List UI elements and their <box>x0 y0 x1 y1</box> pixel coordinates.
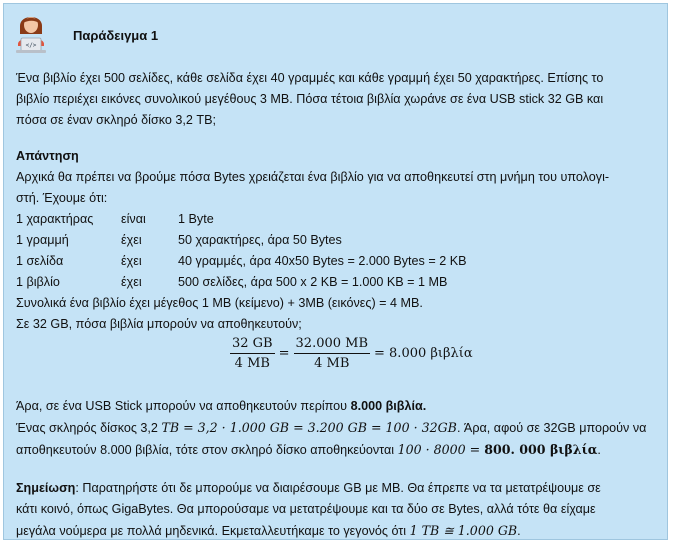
row-subject: 1 χαρακτήρας <box>16 212 94 226</box>
numerator: 32 GB <box>230 336 275 354</box>
row-value: 50 χαρακτήρες, άρα 50 Bytes <box>178 233 342 247</box>
disk-books-result: 800. 000 βιβλία <box>484 442 598 457</box>
example-header <box>14 10 158 54</box>
product-math: 100 · 8000 = <box>397 442 485 457</box>
row-subject: 1 βιβλίο <box>16 275 60 289</box>
equals-sign: = <box>278 346 290 361</box>
note-text: : Παρατηρήστε ότι δε μπορούμε να διαιρέσουμε GB με MB. Θα έπρεπε να τα μετατρέψουμε σε <box>75 481 601 495</box>
total-size-line: Συνολικά ένα βιβλίο έχει μέγεθος 1 MB (κείμενο) + 3MB (εικόνες) = 4 MB. <box>16 296 423 310</box>
note-section <box>16 478 659 542</box>
tb-gb-math: 1 TB ≅ 1.000 GB <box>409 523 518 538</box>
row-value: 500 σελίδες, άρα 500 x 2 KB = 1.000 KB = 1 MB <box>178 275 448 289</box>
problem-line: βιβλίο περιέχει εικόνες συνολικού μεγέθους 3 MB. Πόσα τέτοια βιβλία χωράνε σε ένα USB stick 32 GB και <box>16 92 604 106</box>
conclusion-text: Ένας σκληρός δίσκος 3,2 <box>16 421 162 435</box>
conclusion-text: αποθηκευτούν 8.000 βιβλία, τότε στον σκληρό δίσκο αποθηκεύονται <box>16 443 398 457</box>
problem-statement <box>16 68 659 131</box>
numerator: 32.000 MB <box>294 336 370 354</box>
conclusion-text: . <box>597 443 601 457</box>
question-line: Σε 32 GB, πόσα βιβλία μπορούν να αποθηκευτούν; <box>16 317 302 331</box>
row-verb: είναι <box>121 212 146 226</box>
example-card <box>3 3 668 540</box>
usb-books-result: 8.000 βιβλία. <box>350 399 427 413</box>
conversion-row <box>16 230 659 251</box>
developer-avatar-icon <box>14 10 48 54</box>
conversion-row <box>16 209 659 230</box>
answer-intro-line: Αρχικά θα πρέπει να βρούμε πόσα Bytes χρειάζεται ένα βιβλίο για να αποθηκευτεί στη μνήμη του υπολογι- <box>16 170 610 184</box>
svg-text:</>: </> <box>25 42 37 49</box>
conversion-math: TB = 3,2 · 1.000 GB = 3.200 GB = 100 · 32GB <box>161 420 457 435</box>
formula-result: = 8.000 βιβλία <box>374 346 473 361</box>
note-line: κάτι κοινό, όπως GigaBytes. Θα μπορούσαμε να μετατρέψουμε και τα δύο σε Bytes, αλλά τότε θα είχαμε <box>16 502 596 516</box>
row-verb: έχει <box>121 275 142 289</box>
example-title: Παράδειγμα 1 <box>73 27 159 43</box>
conclusion-line <box>16 439 659 461</box>
row-subject: 1 σελίδα <box>16 254 64 268</box>
note-label: Σημείωση <box>16 481 76 495</box>
denominator: 4 MB <box>314 356 350 371</box>
note-text: . <box>517 524 521 538</box>
note-line <box>16 520 659 542</box>
conclusion-line <box>16 396 659 417</box>
note-line <box>16 478 659 499</box>
conclusion-section <box>16 396 659 461</box>
conclusion-text: . Άρα, αφού σε 32GB μπορούν να <box>456 421 647 435</box>
fraction-2 <box>294 336 370 371</box>
note-text: μεγάλα νούμερα με πολλά μηδενικά. Εκμεταλλευτήκαμε το γεγονός ότι <box>16 524 410 538</box>
fraction-1 <box>230 336 275 371</box>
conversion-row <box>16 272 659 293</box>
answer-heading: Απάντηση <box>16 149 79 163</box>
row-value: 1 Byte <box>178 212 214 226</box>
row-subject: 1 γραμμή <box>16 233 69 247</box>
denominator: 4 MB <box>234 356 270 371</box>
problem-line: πόσα σε έναν σκληρό δίσκο 3,2 TB; <box>16 113 216 127</box>
row-verb: έχει <box>121 254 142 268</box>
conclusion-text: Άρα, σε ένα USB Stick μπορούν να αποθηκευτούν περίπου <box>16 399 351 413</box>
division-formula <box>230 336 477 371</box>
row-value: 40 γραμμές, άρα 40x50 Bytes = 2.000 Bytes = 2 KB <box>178 254 467 268</box>
answer-section <box>16 146 659 335</box>
conversion-row <box>16 251 659 272</box>
conclusion-line <box>16 417 659 439</box>
row-verb: έχει <box>121 233 142 247</box>
problem-line: Ένα βιβλίο έχει 500 σελίδες, κάθε σελίδα έχει 40 γραμμές και κάθε γραμμή έχει 50 χαρακτήρες. Επίσης το <box>16 71 604 85</box>
answer-intro-line: στή. Έχουμε ότι: <box>16 191 108 205</box>
